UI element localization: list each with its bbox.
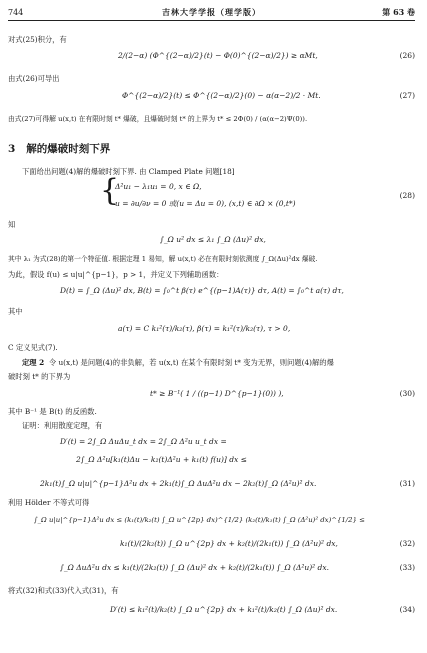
theorem-line xyxy=(22,359,334,366)
equation-28-line-1: Δ²u₁ − λ₁u₁ = 0, x ∈ Ω, xyxy=(115,182,202,191)
section-number: 3 xyxy=(8,143,16,155)
equation-28-line-2: u = ∂u/∂ν = 0 或(u = Δu = 0), (x,t) ∈ ∂Ω × (0,t*) xyxy=(115,199,296,208)
equation-number: (28) xyxy=(399,191,415,200)
equation-27: Φ^{(2−α)/2}(t) ≤ Φ^{(2−α)/2}(0) − α(α−2)/2 · Mt. xyxy=(122,91,321,100)
auxiliary-functions: D(t) = ∫_Ω (Δu)² dx, B(t) = ∫₀^t β(τ) e^{(p−1)A(τ)} dτ, A(t) = ∫₀^t a(τ) dτ, xyxy=(60,286,344,295)
body-line: 对式(25)积分，有 xyxy=(8,35,67,44)
body-line: 证明：利用散度定理，有 xyxy=(22,421,103,430)
body-line: 由式(26)可导出 xyxy=(8,74,60,83)
body-line: 其中 B⁻¹ 是 B(t) 的反函数. xyxy=(8,407,97,416)
body-line: 破时刻 t* 的下界为 xyxy=(8,372,71,381)
equation-number: (33) xyxy=(399,563,415,572)
equation-34: D′(t) ≤ k₁²(t)/k₂(t) ∫_Ω u^{2p} dx + k₁²(t)/k₂(t) ∫_Ω (Δu)² dx. xyxy=(110,605,338,614)
body-line: C 定义见式(7). xyxy=(8,343,58,352)
body-line: 其中 xyxy=(8,307,23,316)
body-line: 利用 Hölder 不等式可得 xyxy=(8,498,90,507)
body-line: 为此，假设 f(u) ≤ u|u|^{p−1}，p > 1，并定义下列辅助函数： xyxy=(8,270,224,279)
poincare-inequality: ∫_Ω u² dx ≤ λ₁ ∫_Ω (Δu)² dx, xyxy=(160,235,266,244)
body-line: 知 xyxy=(8,220,16,229)
equation-number: (27) xyxy=(399,91,415,100)
body-line: 将式(32)和式(33)代入式(31)，有 xyxy=(8,586,119,595)
running-header xyxy=(8,6,415,21)
equation-31-line-3: 2k₁(t)∫_Ω u|u|^{p−1}Δ²u dx + 2k₁(t)∫_Ω ΔuΔ²u dx − 2k₂(t)∫_Ω (Δ²u)² dx. xyxy=(40,479,317,488)
journal-name: 吉林大学学报（理学版） xyxy=(162,7,261,17)
volume-label: 第 63 卷 xyxy=(382,7,415,17)
equation-26: 2/(2−α) (Φ^{(2−α)/2}(t) − Φ(0)^{(2−α)/2}) ≥ αMt, xyxy=(118,51,318,60)
body-line: 由式(27)可得解 u(x,t) 在有限时刻 t* 爆破，且爆破时刻 t* 的上界为 t* ≤ 2Φ(0) / (α(α−2)Ψ(0)). xyxy=(8,115,308,123)
equation-number: (26) xyxy=(399,51,415,60)
theorem-text: 令 u(x,t) 是问题(4)的非负解，若 u(x,t) 在某个有限时刻 t* 变为无界，则问题(4)解的爆 xyxy=(48,358,334,367)
equation-31-line-2: 2∫_Ω Δ²u[k₁(t)Δu − k₂(t)Δ²u + k₁(t) f(u)] dx ≤ xyxy=(76,455,247,464)
equation-number: (30) xyxy=(399,389,415,398)
equation-30: t* ≥ B⁻¹( 1 / ((p−1) D^{p−1}(0)) ), xyxy=(150,389,284,398)
auxiliary-coefficients: a(τ) = C k₁²(τ)/k₂(τ), β(τ) = k₁²(τ)/k₂(τ), τ > 0, xyxy=(118,324,291,333)
equation-number: (31) xyxy=(399,479,415,488)
equation-32-line-2: k₁(t)/(2k₂(t)) ∫_Ω u^{2p} dx + k₂(t)/(2k₁(t)) ∫_Ω (Δ²u)² dx, xyxy=(120,539,338,548)
page-number: 744 xyxy=(8,8,24,17)
equation-31-line-1: D′(t) = 2∫_Ω ΔuΔu_t dx = 2∫_Ω Δ²u u_t dx = xyxy=(60,437,227,446)
equation-number: (34) xyxy=(399,605,415,614)
section-heading xyxy=(8,144,110,155)
equation-number: (32) xyxy=(399,539,415,548)
section-title: 解的爆破时刻下界 xyxy=(26,143,111,155)
theorem-label: 定理 2 xyxy=(22,358,45,367)
equation-33: ∫_Ω ΔuΔ²u dx ≤ k₁(t)/(2k₂(t)) ∫_Ω (Δu)² dx + k₂(t)/(2k₁(t)) ∫_Ω (Δ²u)² dx. xyxy=(60,563,329,572)
body-line: 下面给出问题(4)解的爆破时刻下界. 由 Clamped Plate 问题[18] xyxy=(22,167,235,176)
equation-32-line-1: ∫_Ω u|u|^{p−1}Δ²u dx ≤ (k₁(t)/k₂(t) ∫_Ω u^{2p} dx)^{1/2} (k₂(t)/k₁(t) ∫_Ω (Δ²u)² dx)^{1/2} ≤ xyxy=(34,516,365,524)
system-brace: { xyxy=(100,173,120,208)
body-line: 其中 λ₁ 为式(28)的第一个特征值. 根据定理 1 易知，解 u(x,t) 必在有限时刻依测度 ∫_Ω(Δu)²dx 爆破. xyxy=(8,255,318,263)
